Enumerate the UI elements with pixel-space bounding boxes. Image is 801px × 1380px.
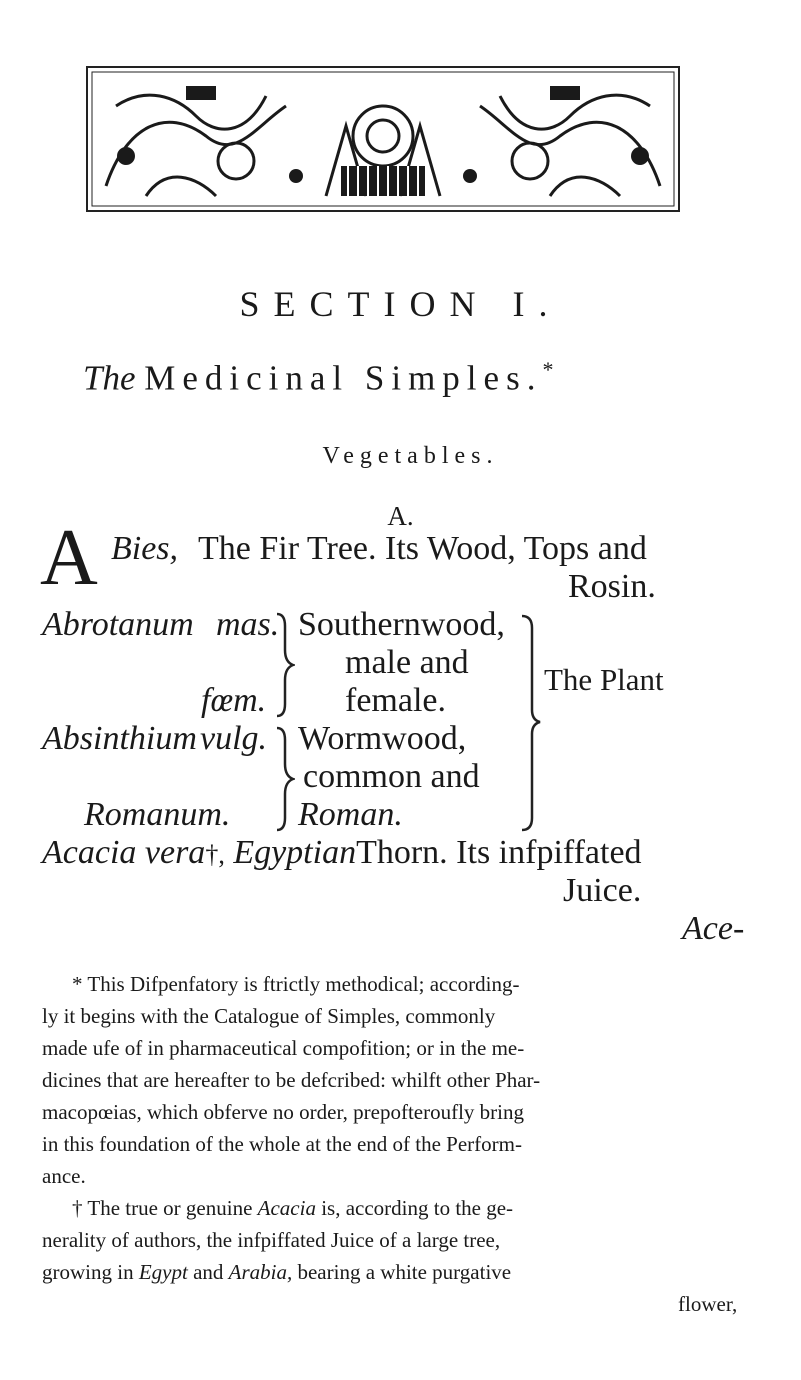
section-title: SECTION I.	[239, 284, 562, 324]
footnote-2-line3-end: bearing a white purgative	[297, 1260, 512, 1284]
entry-abies-latin: Bies,	[111, 530, 179, 567]
footnote-2-term-acacia: Acacia	[257, 1196, 316, 1220]
footnote-2-line3-start: growing in	[42, 1260, 134, 1284]
entry-acacia-english: Thorn. Its infpiffated	[356, 834, 642, 871]
footnote-1-line: ance.	[42, 1164, 86, 1188]
subheading: Vegetables.	[322, 443, 499, 469]
footnote-2-term-arabia: Arabia,	[228, 1260, 293, 1284]
entry-absinthium-latin: Absinthium	[42, 720, 197, 757]
footnote-2-start: † The true or genuine	[72, 1196, 253, 1220]
footnote-2	[42, 1192, 737, 1320]
entry-abrotanum-variety1: mas.	[216, 606, 280, 643]
entry-acacia-latin: Acacia vera	[42, 834, 206, 871]
footnote-2-term-egypt: Egypt	[138, 1260, 188, 1284]
alphabet-letter: A.	[387, 501, 414, 531]
entry-absinthium-variety1: vulg.	[200, 720, 268, 757]
entry-acacia-origin: Egyptian	[233, 834, 357, 871]
decorative-headpiece-icon	[86, 66, 680, 212]
entry-acacia	[42, 834, 642, 872]
entry-abies-english: The Fir Tree. Its Wood, Tops and	[198, 530, 647, 567]
brace-absinthium-icon	[275, 724, 295, 834]
entry-absinthium-english-1: Wormwood,	[298, 720, 467, 757]
entry-absinthium-english-3: Roman.	[298, 796, 403, 833]
group-label: The Plant	[544, 662, 664, 697]
entry-abrotanum-english-3: female.	[345, 682, 446, 719]
footnote-1-line: * This Difpenfatory is ftrictly methodical; according-	[72, 972, 520, 996]
heading-prefix: The	[83, 358, 136, 398]
drop-cap: A	[40, 514, 98, 602]
footnote-1	[42, 968, 540, 1192]
entry-absinthium-variety2: Romanum.	[84, 796, 231, 833]
footnote-1-line: dicines that are hereafter to be defcribed: whilft other Phar-	[42, 1068, 541, 1092]
group-brace-icon	[520, 606, 542, 838]
footnote-2-line-1	[42, 1192, 737, 1224]
entry-abrotanum-english-2: male and	[345, 644, 469, 681]
brace-abrotanum-icon	[275, 610, 295, 720]
footnote-2-line3-mid: and	[193, 1260, 224, 1284]
footnote-2-mid: is, according to the ge-	[321, 1196, 514, 1220]
chapter-heading	[83, 357, 553, 399]
entry-acacia-english-cont: Juice.	[563, 872, 642, 909]
entry-abrotanum-english-1: Southernwood,	[298, 606, 505, 643]
entry-absinthium-english-2: common and	[303, 758, 480, 795]
footnote-1-line: made ufe of in pharmaceutical compofition; or in the me-	[42, 1036, 525, 1060]
footnote-2-line-4: flower,	[678, 1292, 738, 1316]
footnote-1-line: in this foundation of the whole at the end of the Perform-	[42, 1132, 522, 1156]
footnote-1-line: macopœias, which obferve no order, prepofteroufly bring	[42, 1100, 524, 1124]
entry-acacia-mark: †,	[205, 840, 225, 869]
footnote-2-line-3	[42, 1256, 737, 1288]
entry-abies-english-cont: Rosin.	[568, 568, 656, 605]
entry-abrotanum-latin: Abrotanum	[42, 606, 194, 643]
footnote-1-line: ly it begins with the Catalogue of Simples, commonly	[42, 1004, 496, 1028]
heading-footnote-mark: *	[542, 357, 554, 382]
entry-abrotanum-variety2: fœm.	[201, 682, 267, 719]
heading-title: Medicinal Simples.	[144, 358, 543, 398]
footnote-2-line-2: nerality of authors, the infpiffated Juice of a large tree,	[42, 1228, 501, 1252]
catchword: Ace-	[682, 910, 745, 947]
